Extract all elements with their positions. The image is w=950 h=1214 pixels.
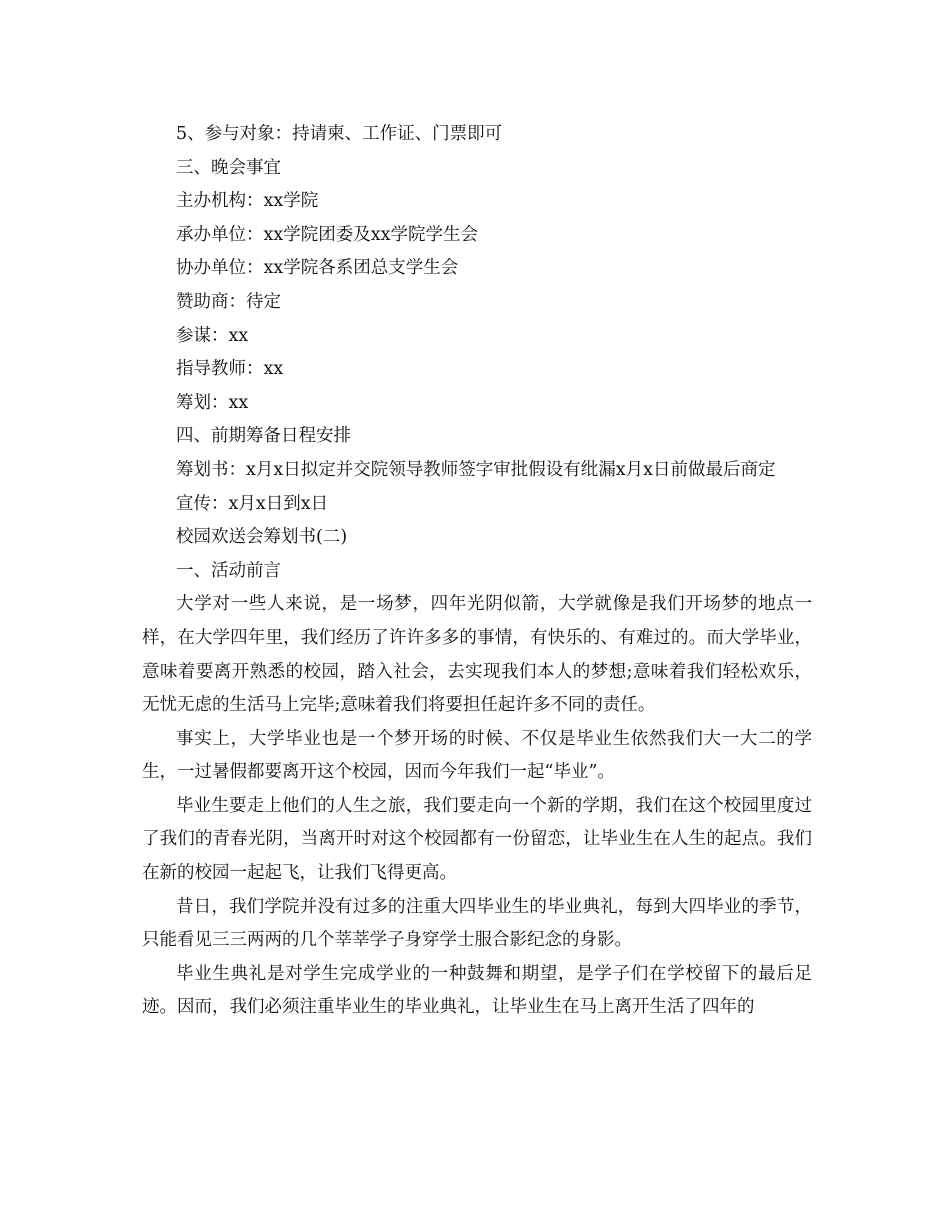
paragraph-participants: 5、参与对象：持请柬、工作证、门票即可 <box>176 124 503 144</box>
paragraph-plan-schedule: 筹划书：x月x日拟定并交院领导教师签字审批假设有纰漏x月x日前做最后商定 <box>176 459 776 480</box>
heading-schedule: 四、前期筹备日程安排 <box>176 426 351 447</box>
paragraph-body: 毕业生典礼是对学生完成学业的一种鼓舞和期望，是学子们在学校留下的最后足迹。因而，我们必须注重毕业生的毕业典礼，让毕业生在马上离开生活了四年的 <box>142 963 812 1018</box>
paragraph-body: 毕业生要走上他们的人生之旅，我们要走向一个新的学期，我们在这个校园里度过了我们的青春光阴，当离开时对这个校园都有一份留恋，让毕业生在人生的起点。我们在新的校园一起起飞，让我们飞得更高。 <box>142 795 812 884</box>
paragraph-body: 事实上，大学毕业也是一个梦开场的时候、不仅是毕业生依然我们大一大二的学生，一过暑假都要离开这个校园，因而今年我们一起“毕业”。 <box>142 728 812 783</box>
paragraph-co-organizer: 协办单位：xx学院各系团总支学生会 <box>176 258 459 279</box>
paragraph-body: 大学对一些人来说，是一场梦，四年光阴似箭，大学就像是我们开场梦的地点一样，在大学四年里，我们经历了许许多多的事情，有快乐的、有难过的。而大学毕业，意味着要离开熟悉的校园，踏入社会，去实现我们本人的梦想;意味着我们轻松欢乐，无忧无虑的生活马上完毕;意味着我们将要担任起许多不同的责任。 <box>142 594 812 716</box>
paragraph-sponsor: 赞助商：待定 <box>176 291 281 312</box>
paragraph-planner: 筹划：xx <box>176 392 249 413</box>
paragraph-organizer: 主办机构：xx学院 <box>176 191 319 212</box>
paragraph-body: 昔日，我们学院并没有过多的注重大四毕业生的毕业典礼，每到大四毕业的季节，只能看见三三两两的几个莘莘学子身穿学士服合影纪念的身影。 <box>142 896 812 951</box>
document-body <box>142 118 812 1025</box>
heading-gala-matters: 三、晚会事宜 <box>176 157 281 178</box>
section-title: 校园欢送会筹划书(二) <box>176 527 348 548</box>
paragraph-host-unit: 承办单位：xx学院团委及xx学院学生会 <box>176 224 478 245</box>
paragraph-advisor: 参谋：xx <box>176 325 249 346</box>
paragraph-publicity: 宣传：x月x日到x日 <box>176 493 329 514</box>
paragraph-instructor: 指导教师：xx <box>176 359 284 380</box>
heading-preface: 一、活动前言 <box>176 560 281 581</box>
